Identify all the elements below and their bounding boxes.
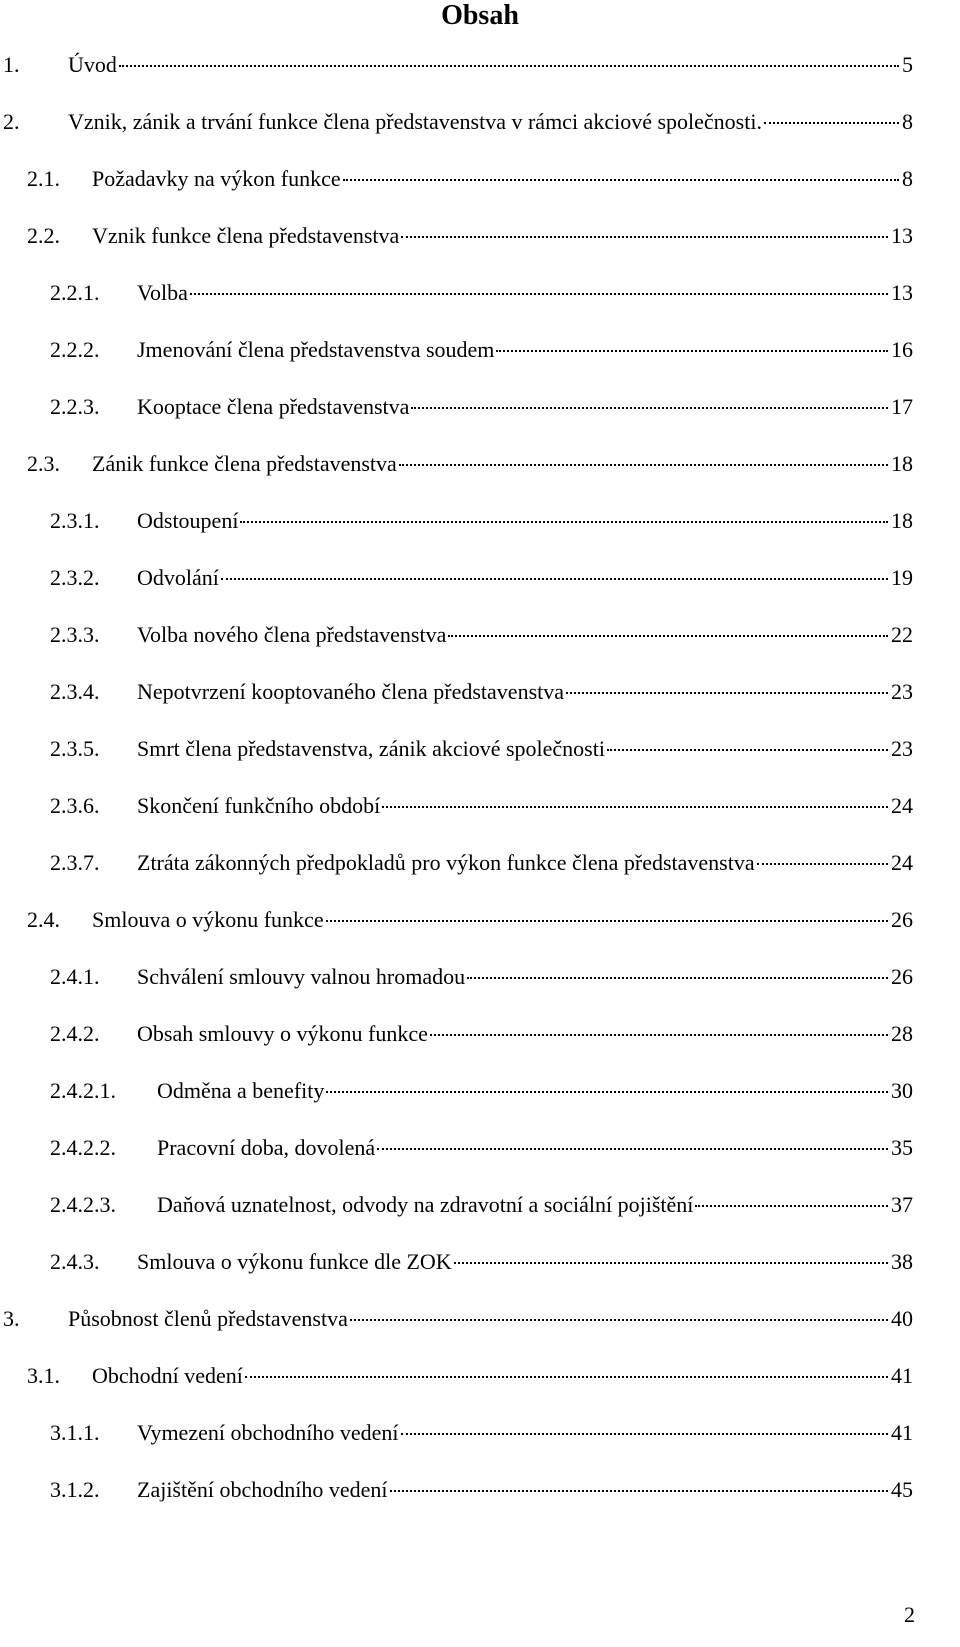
toc-entry-page: 13 xyxy=(891,223,913,248)
toc-entry-page: 22 xyxy=(891,622,913,647)
toc-entry[interactable] xyxy=(0,736,960,793)
toc-entry-page: 35 xyxy=(891,1135,913,1160)
toc-entry-page: 37 xyxy=(891,1192,913,1217)
toc-entry-page: 40 xyxy=(891,1306,913,1331)
toc-entry[interactable] xyxy=(0,679,960,736)
toc-entry-number: 2.4. xyxy=(27,907,60,932)
toc-entry-number: 2.3.7. xyxy=(50,850,100,875)
dot-leader xyxy=(764,122,899,124)
toc-entry[interactable] xyxy=(0,166,960,223)
toc-entry[interactable] xyxy=(0,850,960,907)
toc-entry-page: 8 xyxy=(902,109,913,134)
toc-entry[interactable] xyxy=(0,109,960,166)
toc-entry-page: 28 xyxy=(891,1021,913,1046)
dot-leader xyxy=(343,179,899,181)
toc-entry[interactable] xyxy=(0,1249,960,1306)
dot-leader xyxy=(448,635,888,637)
toc-entry-line xyxy=(137,793,913,819)
toc-entry-number: 3.1.1. xyxy=(50,1420,100,1445)
toc-entry-title: Úvod xyxy=(68,52,117,77)
toc-entry-title: Daňová uznatelnost, odvody na zdravotní a sociální pojištění xyxy=(157,1192,694,1217)
toc-entry-line xyxy=(68,52,913,78)
table-of-contents xyxy=(0,52,960,1534)
toc-entry[interactable] xyxy=(0,1135,960,1192)
toc-entry-title: Smlouva o výkonu funkce dle ZOK xyxy=(137,1249,452,1274)
toc-entry-number: 2.3.1. xyxy=(50,508,100,533)
toc-entry-line xyxy=(157,1078,913,1104)
toc-entry-page: 24 xyxy=(891,850,913,875)
toc-entry[interactable] xyxy=(0,1078,960,1135)
toc-entry-line xyxy=(137,622,913,648)
toc-entry-number: 3.1.2. xyxy=(50,1477,100,1502)
dot-leader xyxy=(382,806,888,808)
toc-entry-page: 23 xyxy=(891,736,913,761)
toc-entry-number: 2.4.2.2. xyxy=(50,1135,116,1160)
toc-entry-title: Kooptace člena představenstva xyxy=(137,394,410,419)
toc-entry-number: 2.3.5. xyxy=(50,736,100,761)
dot-leader xyxy=(221,578,888,580)
toc-entry-number: 2.1. xyxy=(27,166,60,191)
dot-leader xyxy=(695,1205,888,1207)
toc-entry-number: 3.1. xyxy=(27,1363,60,1388)
toc-entry-page: 18 xyxy=(891,451,913,476)
toc-entry-number: 2.4.2.3. xyxy=(50,1192,116,1217)
dot-leader xyxy=(401,236,888,238)
toc-entry-number: 2.3. xyxy=(27,451,60,476)
toc-entry-page: 41 xyxy=(891,1420,913,1445)
toc-entry-title: Obchodní vedení xyxy=(92,1363,243,1388)
dot-leader xyxy=(240,521,888,523)
toc-entry-page: 5 xyxy=(902,52,913,77)
toc-entry-title: Obsah smlouvy o výkonu funkce xyxy=(137,1021,428,1046)
dot-leader xyxy=(245,1376,888,1378)
dot-leader xyxy=(326,920,888,922)
toc-entry-page: 38 xyxy=(891,1249,913,1274)
toc-entry-title: Ztráta zákonných předpokladů pro výkon funkce člena představenstva xyxy=(137,850,755,875)
toc-entry-number: 2.3.4. xyxy=(50,679,100,704)
toc-entry-line xyxy=(137,1477,913,1503)
toc-entry-page: 24 xyxy=(891,793,913,818)
toc-entry-number: 2.3.2. xyxy=(50,565,100,590)
toc-entry-line xyxy=(92,1363,913,1389)
toc-entry-number: 3. xyxy=(3,1306,20,1331)
toc-entry-line xyxy=(137,1249,913,1275)
toc-entry-line xyxy=(137,565,913,591)
dot-leader xyxy=(467,977,888,979)
toc-entry-line xyxy=(137,964,913,990)
dot-leader xyxy=(190,293,888,295)
toc-entry-title: Požadavky na výkon funkce xyxy=(92,166,341,191)
toc-entry-page: 30 xyxy=(891,1078,913,1103)
toc-entry[interactable] xyxy=(0,793,960,850)
toc-entry-title: Zajištění obchodního vedení xyxy=(137,1477,388,1502)
toc-entry-title: Pracovní doba, dovolená xyxy=(157,1135,376,1160)
toc-entry-number: 2.4.2. xyxy=(50,1021,100,1046)
toc-entry-title: Vznik, zánik a trvání funkce člena představenstva v rámci akciové společnosti. xyxy=(68,109,762,134)
dot-leader xyxy=(430,1034,888,1036)
toc-entry-title: Skončení funkčního období xyxy=(137,793,381,818)
dot-leader xyxy=(411,407,888,409)
toc-entry[interactable] xyxy=(0,337,960,394)
toc-entry-number: 2.3.6. xyxy=(50,793,100,818)
toc-entry-line xyxy=(68,109,913,135)
toc-entry-line xyxy=(157,1192,913,1218)
toc-entry[interactable] xyxy=(0,1021,960,1078)
dot-leader xyxy=(757,863,888,865)
toc-entry[interactable] xyxy=(0,1477,960,1534)
toc-entry[interactable] xyxy=(0,52,960,109)
toc-entry-number: 2.3.3. xyxy=(50,622,100,647)
dot-leader xyxy=(454,1262,888,1264)
toc-entry-title: Smrt člena představenstva, zánik akciové společnosti xyxy=(137,736,605,761)
toc-entry-title: Odměna a benefity xyxy=(157,1078,325,1103)
toc-entry-number: 2.4.2.1. xyxy=(50,1078,116,1103)
toc-entry-page: 19 xyxy=(891,565,913,590)
toc-entry[interactable] xyxy=(0,1363,960,1420)
toc-entry-number: 2.2. xyxy=(27,223,60,248)
dot-leader xyxy=(390,1490,889,1492)
toc-entry-number: 2.2.2. xyxy=(50,337,100,362)
page-number: 2 xyxy=(904,1602,915,1627)
toc-entry-page: 23 xyxy=(891,679,913,704)
toc-entry-number: 2.4.3. xyxy=(50,1249,100,1274)
toc-entry-line xyxy=(137,679,913,705)
toc-entry-line xyxy=(137,337,913,363)
toc-entry-line xyxy=(137,1021,913,1047)
toc-entry-line xyxy=(137,280,913,306)
toc-entry-page: 26 xyxy=(891,964,913,989)
dot-leader xyxy=(326,1091,888,1093)
toc-entry[interactable] xyxy=(0,223,960,280)
toc-entry-title: Smlouva o výkonu funkce xyxy=(92,907,324,932)
dot-leader xyxy=(350,1319,888,1321)
toc-entry-title: Působnost členů představenstva xyxy=(68,1306,348,1331)
toc-entry-title: Odstoupení xyxy=(137,508,239,533)
toc-entry-page: 41 xyxy=(891,1363,913,1388)
toc-entry-line xyxy=(157,1135,913,1161)
toc-entry-number: 2. xyxy=(3,109,20,134)
toc-entry-line xyxy=(92,166,913,192)
toc-entry-line xyxy=(137,736,913,762)
toc-entry-title: Vymezení obchodního vedení xyxy=(137,1420,399,1445)
toc-entry[interactable] xyxy=(0,907,960,964)
toc-entry-page: 45 xyxy=(891,1477,913,1502)
toc-entry[interactable] xyxy=(0,1192,960,1249)
toc-entry-title: Nepotvrzení kooptovaného člena představenstva xyxy=(137,679,565,704)
toc-entry[interactable] xyxy=(0,622,960,679)
toc-entry-title: Volba nového člena představenstva xyxy=(137,622,447,647)
toc-entry[interactable] xyxy=(0,964,960,1021)
toc-entry-line xyxy=(137,850,913,876)
toc-entry-line xyxy=(137,1420,913,1446)
toc-entry-line xyxy=(92,451,913,477)
dot-leader xyxy=(496,350,888,352)
dot-leader xyxy=(119,65,899,67)
dot-leader xyxy=(607,749,888,751)
toc-entry-page: 17 xyxy=(891,394,913,419)
toc-entry-title: Volba xyxy=(137,280,188,305)
dot-leader xyxy=(399,464,888,466)
toc-entry[interactable] xyxy=(0,565,960,622)
toc-entry[interactable] xyxy=(0,394,960,451)
dot-leader xyxy=(377,1148,888,1150)
toc-entry[interactable] xyxy=(0,451,960,508)
toc-entry-title: Odvolání xyxy=(137,565,219,590)
toc-entry-title: Zánik funkce člena představenstva xyxy=(92,451,397,476)
toc-entry-page: 16 xyxy=(891,337,913,362)
toc-entry-title: Jmenování člena představenstva soudem xyxy=(137,337,495,362)
dot-leader xyxy=(566,692,888,694)
toc-entry-page: 8 xyxy=(902,166,913,191)
toc-entry-title: Vznik funkce člena představenstva xyxy=(92,223,400,248)
toc-entry-page: 13 xyxy=(891,280,913,305)
toc-entry-line xyxy=(137,394,913,420)
toc-entry-line xyxy=(137,508,913,534)
toc-entry-number: 2.2.1. xyxy=(50,280,100,305)
toc-entry-title: Schválení smlouvy valnou hromadou xyxy=(137,964,466,989)
toc-entry-line xyxy=(92,223,913,249)
toc-entry[interactable] xyxy=(0,1306,960,1363)
toc-entry[interactable] xyxy=(0,280,960,337)
toc-entry-line xyxy=(68,1306,913,1332)
toc-entry-number: 2.4.1. xyxy=(50,964,100,989)
toc-entry-page: 18 xyxy=(891,508,913,533)
toc-entry-number: 2.2.3. xyxy=(50,394,100,419)
dot-leader xyxy=(401,1433,889,1435)
page-title: Obsah xyxy=(441,0,519,31)
toc-entry[interactable] xyxy=(0,1420,960,1477)
toc-entry[interactable] xyxy=(0,508,960,565)
toc-entry-page: 26 xyxy=(891,907,913,932)
toc-entry-line xyxy=(92,907,913,933)
toc-entry-number: 1. xyxy=(3,52,20,77)
